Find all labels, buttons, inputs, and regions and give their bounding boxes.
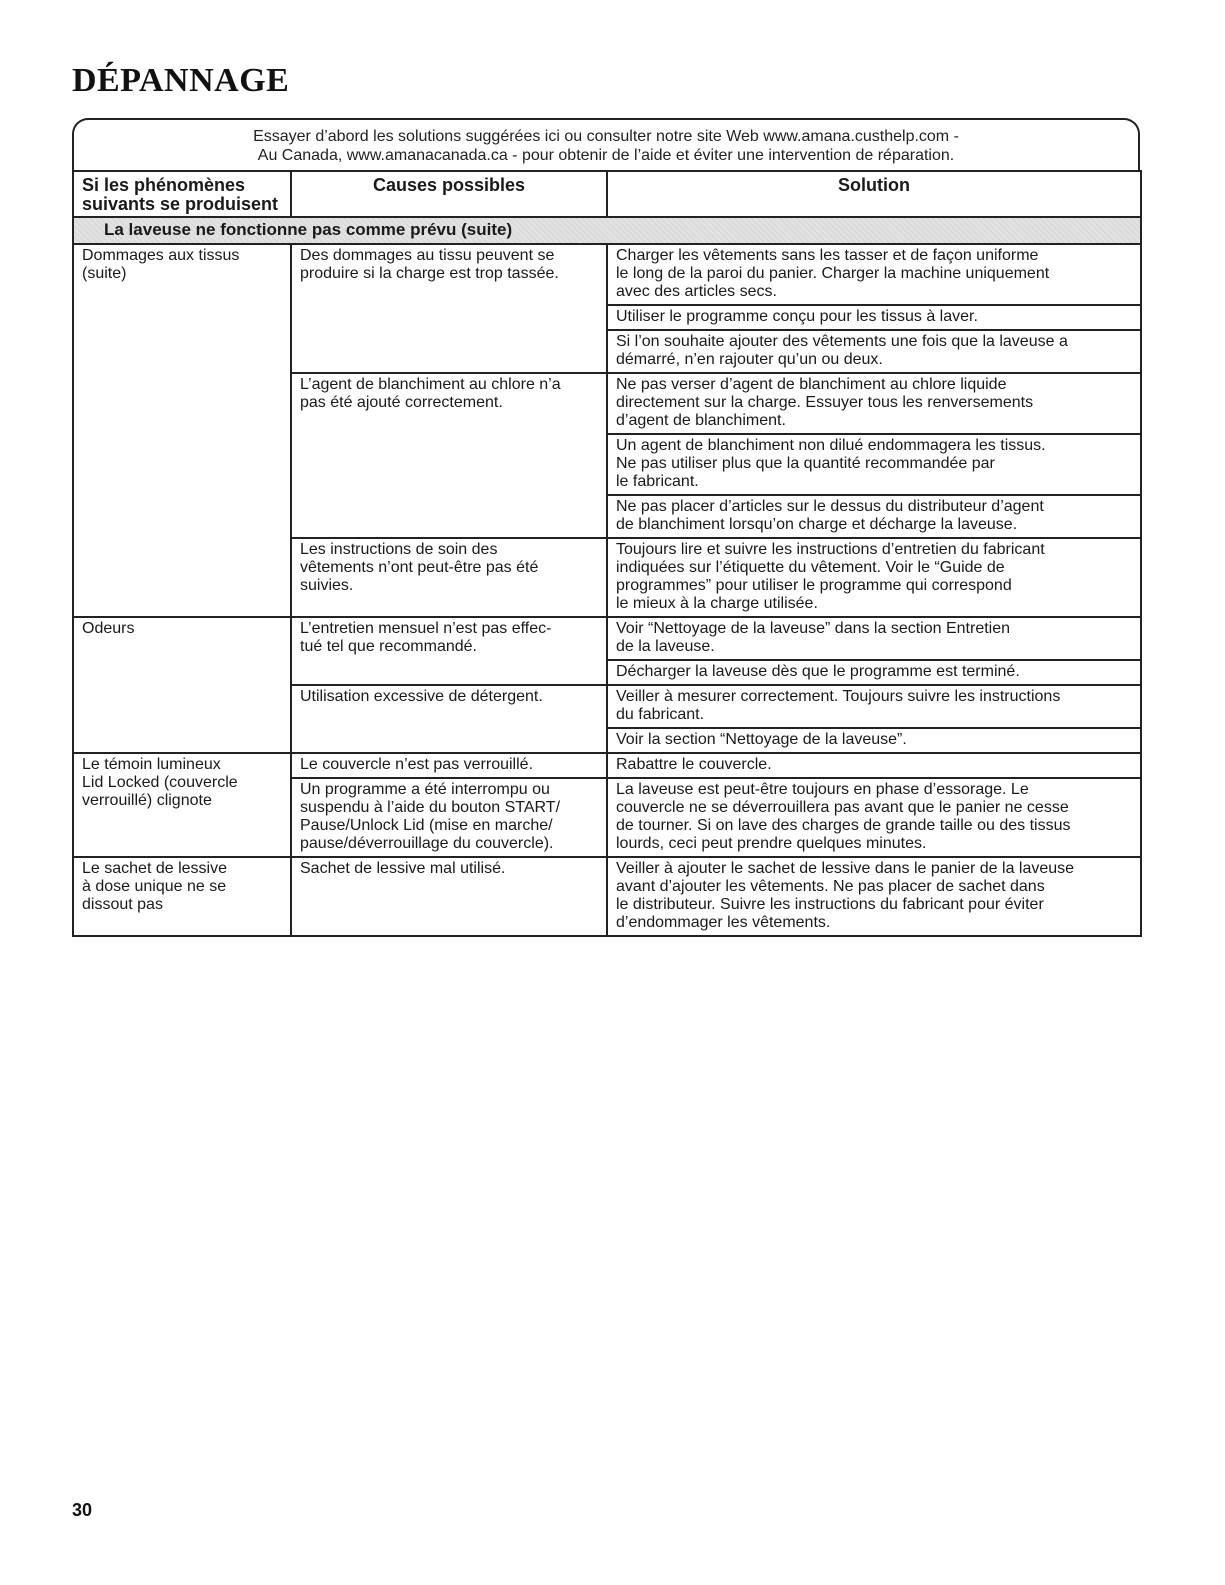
solution-cell <box>607 244 1141 305</box>
cause-text: Un programme a été interrompu ou suspendu à l’aide du bouton START/ Pause/Unlock Lid (mise en marche/ pause/déverrouillage du couvercle). <box>300 781 561 852</box>
cause-cell <box>291 685 607 753</box>
page-number: 30 <box>72 1500 93 1520</box>
solution-cell <box>607 753 1141 778</box>
solution-text: Un agent de blanchiment non dilué endommagera les tissus. Ne pas utiliser plus que la quantité recommandée par le fabricant. <box>616 437 1046 490</box>
cause-text: Le couvercle n’est pas verrouillé. <box>300 756 534 773</box>
symptom-text: Le témoin lumineux Lid Locked (couvercle verrouillé) clignote <box>82 756 238 809</box>
solution-text: Toujours lire et suivre les instructions d’entretien du fabricant indiquées sur l’étiquette du vêtement. Voir le “Guide de programmes” pour utiliser le programme qui correspond le mieux à la charge utilisée. <box>616 541 1045 612</box>
solution-cell <box>607 495 1141 538</box>
solution-cell <box>607 857 1141 936</box>
troubleshooting-table <box>72 170 1142 937</box>
header-symptom-line1: Si les phénomènes <box>82 175 246 195</box>
cause-text: Utilisation excessive de détergent. <box>300 688 543 705</box>
header-causes: Causes possibles <box>291 171 607 217</box>
solution-cell <box>607 660 1141 685</box>
solution-text: Veiller à ajouter le sachet de lessive dans le panier de la laveuse avant d’ajouter les vêtements. Ne pas placer de sachet dans le distributeur. Suivre les instructions du fabricant pour éviter d’endommager les vêtements. <box>616 860 1075 931</box>
cause-cell <box>291 538 607 617</box>
solution-cell <box>607 330 1141 373</box>
solution-cell <box>607 685 1141 728</box>
solution-text: Ne pas placer d’articles sur le dessus du distributeur d’agent de blanchiment lorsqu’on charge et décharge la laveuse. <box>616 498 1044 533</box>
intro-line-1: Essayer d’abord les solutions suggérées ici ou consulter notre site Web www.amana.custhelp.com - <box>253 128 959 145</box>
symptom-text: Odeurs <box>82 620 135 637</box>
cause-text: L’agent de blanchiment au chlore n’a pas été ajouté correctement. <box>300 376 561 411</box>
header-row <box>73 171 1141 217</box>
solution-text: La laveuse est peut-être toujours en phase d’essorage. Le couvercle ne se déverrouillera pas avant que le panier ne cesse de tourner. Si on lave des charges de grande taille ou des tissus lourds, ceci peut prendre quelques minutes. <box>616 781 1071 852</box>
symptom-cell <box>73 753 291 857</box>
table-row <box>73 617 1141 660</box>
table-row <box>73 857 1141 936</box>
section-row <box>73 217 1141 244</box>
solution-cell <box>607 778 1141 857</box>
cause-cell <box>291 244 607 373</box>
solution-cell <box>607 305 1141 330</box>
cause-text: Des dommages au tissu peuvent se produire si la charge est trop tassée. <box>300 247 559 282</box>
page-title: DÉPANNAGE <box>72 62 290 99</box>
cause-text: Sachet de lessive mal utilisé. <box>300 860 506 877</box>
symptom-cell <box>73 617 291 753</box>
solution-cell <box>607 373 1141 434</box>
cause-cell <box>291 617 607 685</box>
table-row <box>73 244 1141 305</box>
cause-cell <box>291 857 607 936</box>
solution-text: Veiller à mesurer correctement. Toujours suivre les instructions du fabricant. <box>616 688 1061 723</box>
symptom-text: Le sachet de lessive à dose unique ne se dissout pas <box>82 860 227 913</box>
solution-text: Si l’on souhaite ajouter des vêtements une fois que la laveuse a démarré, n’en rajouter qu’un ou deux. <box>616 333 1068 368</box>
solution-text: Charger les vêtements sans les tasser et de façon uniforme le long de la paroi du panier. Charger la machine uniquement avec des articles secs. <box>616 247 1050 300</box>
solution-text: Ne pas verser d’agent de blanchiment au chlore liquide directement sur la charge. Essuyer tous les renversements d’agent de blanchiment. <box>616 376 1034 429</box>
solution-text: Décharger la laveuse dès que le programme est terminé. <box>616 663 1020 680</box>
solution-text: Utiliser le programme conçu pour les tissus à laver. <box>616 308 978 325</box>
header-solution: Solution <box>607 171 1141 217</box>
solution-text: Voir la section “Nettoyage de la laveuse”. <box>616 731 907 748</box>
cause-cell <box>291 373 607 538</box>
table-row <box>73 753 1141 778</box>
solution-text: Rabattre le couvercle. <box>616 756 772 773</box>
intro-line-2: Au Canada, www.amanacanada.ca - pour obtenir de l’aide et éviter une intervention de réparation. <box>257 147 955 164</box>
section-title: La laveuse ne fonctionne pas comme prévu (suite) <box>73 217 1141 244</box>
symptom-cell <box>73 857 291 936</box>
header-symptom <box>73 171 291 217</box>
cause-cell <box>291 753 607 778</box>
symptom-cell <box>73 244 291 617</box>
header-symptom-line2: suivants se produisent <box>82 194 279 214</box>
solution-cell <box>607 728 1141 753</box>
solution-cell <box>607 434 1141 495</box>
intro-box <box>72 118 1140 170</box>
cause-cell <box>291 778 607 857</box>
cause-text: L’entretien mensuel n’est pas effec- tué tel que recommandé. <box>300 620 552 655</box>
cause-text: Les instructions de soin des vêtements n’ont peut-être pas été suivies. <box>300 541 539 594</box>
solution-cell <box>607 538 1141 617</box>
symptom-text: Dommages aux tissus (suite) <box>82 247 240 282</box>
solution-text: Voir “Nettoyage de la laveuse” dans la section Entretien de la laveuse. <box>616 620 1011 655</box>
solution-cell <box>607 617 1141 660</box>
